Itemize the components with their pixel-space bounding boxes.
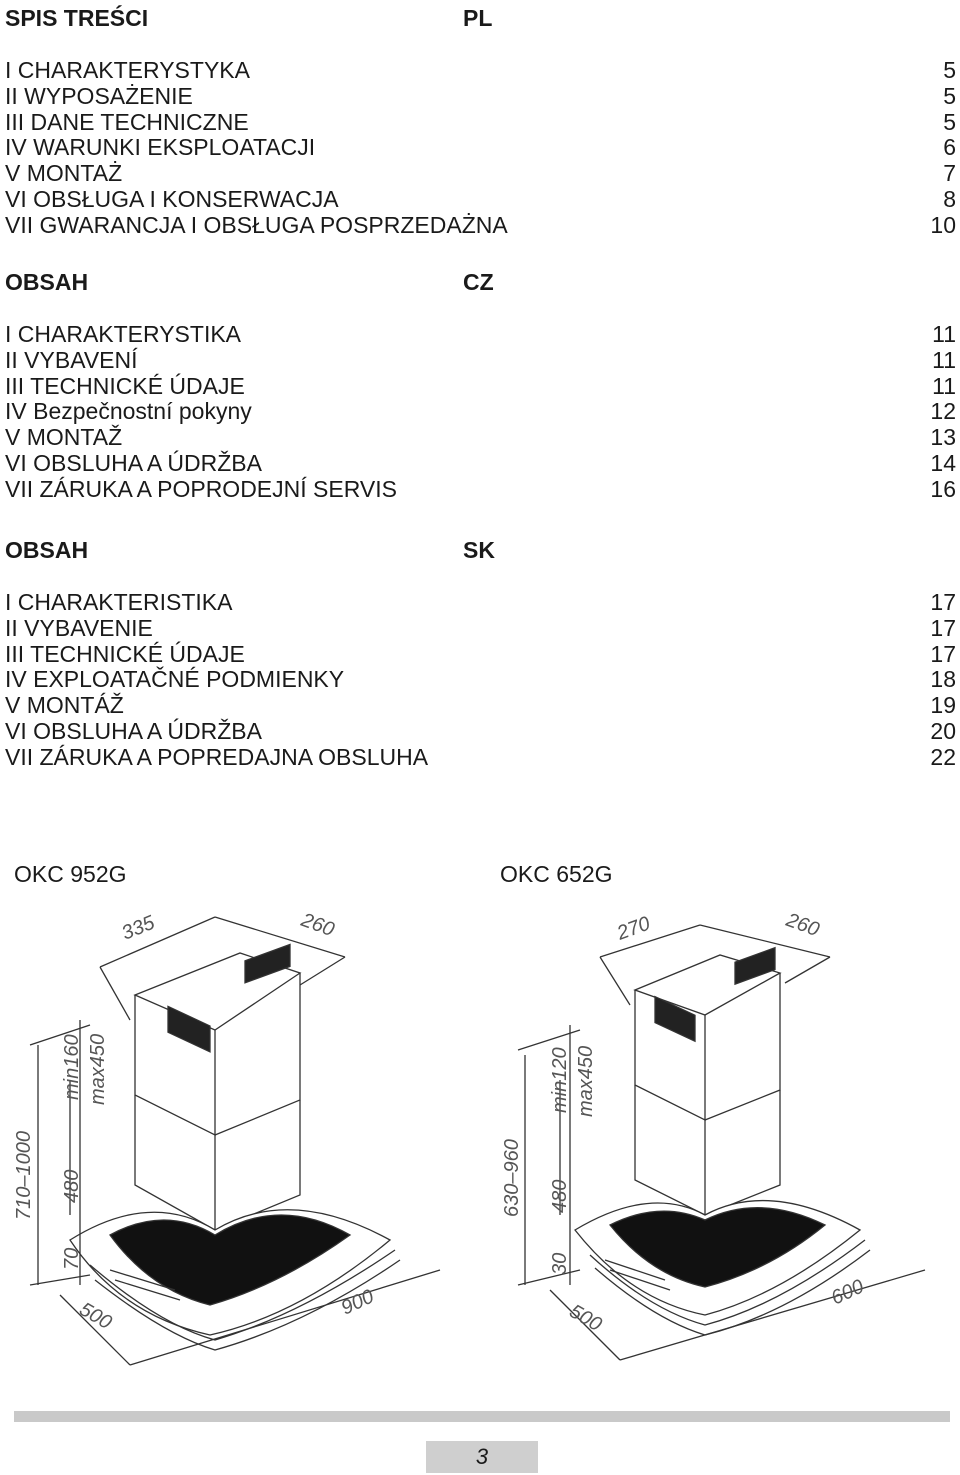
toc-entry-page: 17: [930, 640, 956, 667]
model-name-left: OKC 952G: [14, 861, 127, 887]
toc-entry[interactable]: [0, 161, 960, 187]
toc-entry-label: III DANE TECHNICZNE: [5, 108, 249, 135]
dim-bottom: 30: [549, 1252, 571, 1275]
toc-section-sk: [0, 536, 960, 771]
dim-depth: 500: [75, 1298, 116, 1335]
toc-entry[interactable]: [0, 399, 960, 425]
toc-entry-label: VI OBSLUHA A ÚDRŽBA: [5, 449, 262, 476]
toc-entry-page: 17: [930, 614, 956, 641]
toc-entry-label: III TECHNICKÉ ÚDAJE: [5, 640, 245, 667]
dim-total-height: 630–960: [501, 1139, 523, 1217]
section-title: OBSAH: [5, 269, 89, 295]
toc-entry-page: 18: [930, 666, 956, 693]
toc-entry[interactable]: [0, 425, 960, 451]
toc-entry-page: 5: [943, 108, 956, 135]
toc-entry-page: 19: [930, 692, 956, 719]
toc-entry[interactable]: [0, 719, 960, 745]
toc-entry[interactable]: [0, 642, 960, 668]
toc-entry[interactable]: [0, 590, 960, 616]
toc-entry-page: 5: [943, 57, 956, 83]
toc-entry[interactable]: [0, 374, 960, 400]
dim-depth: 500: [565, 1300, 606, 1337]
toc-entry-page: 10: [930, 211, 956, 238]
toc-entry-page: 17: [930, 589, 956, 615]
toc-entry-page: 11: [932, 372, 956, 399]
toc-list: [0, 58, 960, 239]
toc-entry-label: II VYBAVENIE: [5, 614, 153, 641]
toc-entry-page: 7: [943, 160, 956, 187]
toc-entry-label: VII ZÁRUKA A POPREDAJNA OBSLUHA: [5, 743, 429, 770]
dim-max: max450: [87, 1033, 109, 1105]
section-title: SPIS TREŚCI: [5, 5, 149, 31]
section-language: SK: [463, 537, 495, 563]
model-name-right: OKC 652G: [500, 861, 613, 887]
toc-entry[interactable]: [0, 348, 960, 374]
dim-chimney-depth: 335: [118, 911, 158, 945]
toc-list: [0, 590, 960, 771]
toc-entry-label: IV WARUNKI EKSPLOATACJI: [5, 134, 316, 161]
dim-width: 600: [827, 1275, 868, 1310]
toc-list: [0, 322, 960, 503]
toc-entry-label: VI OBSLUHA A ÚDRŽBA: [5, 717, 262, 744]
toc-entry[interactable]: [0, 693, 960, 719]
toc-entry-label: II WYPOSAŻENIE: [5, 82, 193, 109]
toc-entry-page: 11: [932, 321, 956, 347]
dim-mid: 480: [549, 1179, 571, 1213]
dim-chimney-depth: 270: [614, 912, 654, 945]
toc-section-pl: [0, 4, 960, 239]
toc-entry-label: I CHARAKTERISTIKA: [5, 589, 233, 615]
toc-entry[interactable]: [0, 477, 960, 503]
toc-entry-page: 12: [930, 398, 956, 425]
toc-entry-page: 22: [930, 743, 956, 770]
dim-width: 900: [337, 1285, 378, 1320]
toc-entry[interactable]: [0, 213, 960, 239]
toc-entry-label: I CHARAKTERYSTYKA: [5, 57, 250, 83]
section-language: PL: [463, 5, 493, 31]
toc-entry[interactable]: [0, 616, 960, 642]
toc-entry-page: 8: [943, 185, 956, 212]
toc-entry-page: 13: [930, 424, 956, 451]
dim-bottom: 70: [61, 1247, 83, 1270]
toc-entry-label: VII ZÁRUKA A POPRODEJNÍ SERVIS: [5, 475, 397, 502]
toc-entry[interactable]: [0, 667, 960, 693]
toc-entry-page: 16: [930, 475, 956, 502]
toc-entry[interactable]: [0, 187, 960, 213]
hood-drawing-okc-952g: [0, 895, 470, 1375]
toc-entry[interactable]: [0, 110, 960, 136]
toc-entry-label: I CHARAKTERYSTIKA: [5, 321, 242, 347]
toc-entry-label: VII GWARANCJA I OBSŁUGA POSPRZEDAŻNA: [5, 211, 508, 238]
dim-mid: 480: [61, 1169, 83, 1203]
toc-entry-page: 6: [943, 134, 956, 161]
toc-entry[interactable]: [0, 135, 960, 161]
toc-entry[interactable]: [0, 58, 960, 84]
toc-entry[interactable]: [0, 451, 960, 477]
toc-entry-label: V MONTÁŽ: [5, 692, 124, 719]
dim-min: min120: [549, 1047, 571, 1113]
toc-entry-label: V MONTAŻ: [5, 160, 123, 187]
section-title: OBSAH: [5, 537, 89, 563]
dim-chimney-width: 260: [298, 909, 338, 942]
toc-entry-label: IV Bezpečnostní pokyny: [5, 398, 252, 425]
toc-entry[interactable]: [0, 322, 960, 348]
toc-entry-label: IV EXPLOATAČNÉ PODMIENKY: [5, 666, 345, 693]
toc-entry-label: V MONTAŽ: [5, 424, 123, 451]
toc-section-cz: [0, 268, 960, 503]
page-number: 3: [426, 1441, 538, 1473]
toc-entry-page: 5: [943, 82, 956, 109]
dim-max: max450: [575, 1045, 597, 1117]
toc-entry-page: 20: [930, 717, 956, 744]
toc-entry[interactable]: [0, 745, 960, 771]
dim-min: min160: [61, 1034, 83, 1100]
toc-entry-label: III TECHNICKÉ ÚDAJE: [5, 372, 245, 399]
toc-entry-label: VI OBSŁUGA I KONSERWACJA: [5, 185, 339, 212]
toc-entry-label: II VYBAVENÍ: [5, 346, 138, 373]
dim-chimney-width: 260: [783, 909, 823, 942]
dim-total-height: 710–1000: [13, 1131, 35, 1220]
toc-entry[interactable]: [0, 84, 960, 110]
toc-entry-page: 14: [930, 449, 956, 476]
toc-entry-page: 11: [932, 346, 956, 373]
hood-drawing-okc-652g: [480, 895, 950, 1375]
footer-divider: [14, 1411, 950, 1422]
section-language: CZ: [463, 269, 494, 295]
